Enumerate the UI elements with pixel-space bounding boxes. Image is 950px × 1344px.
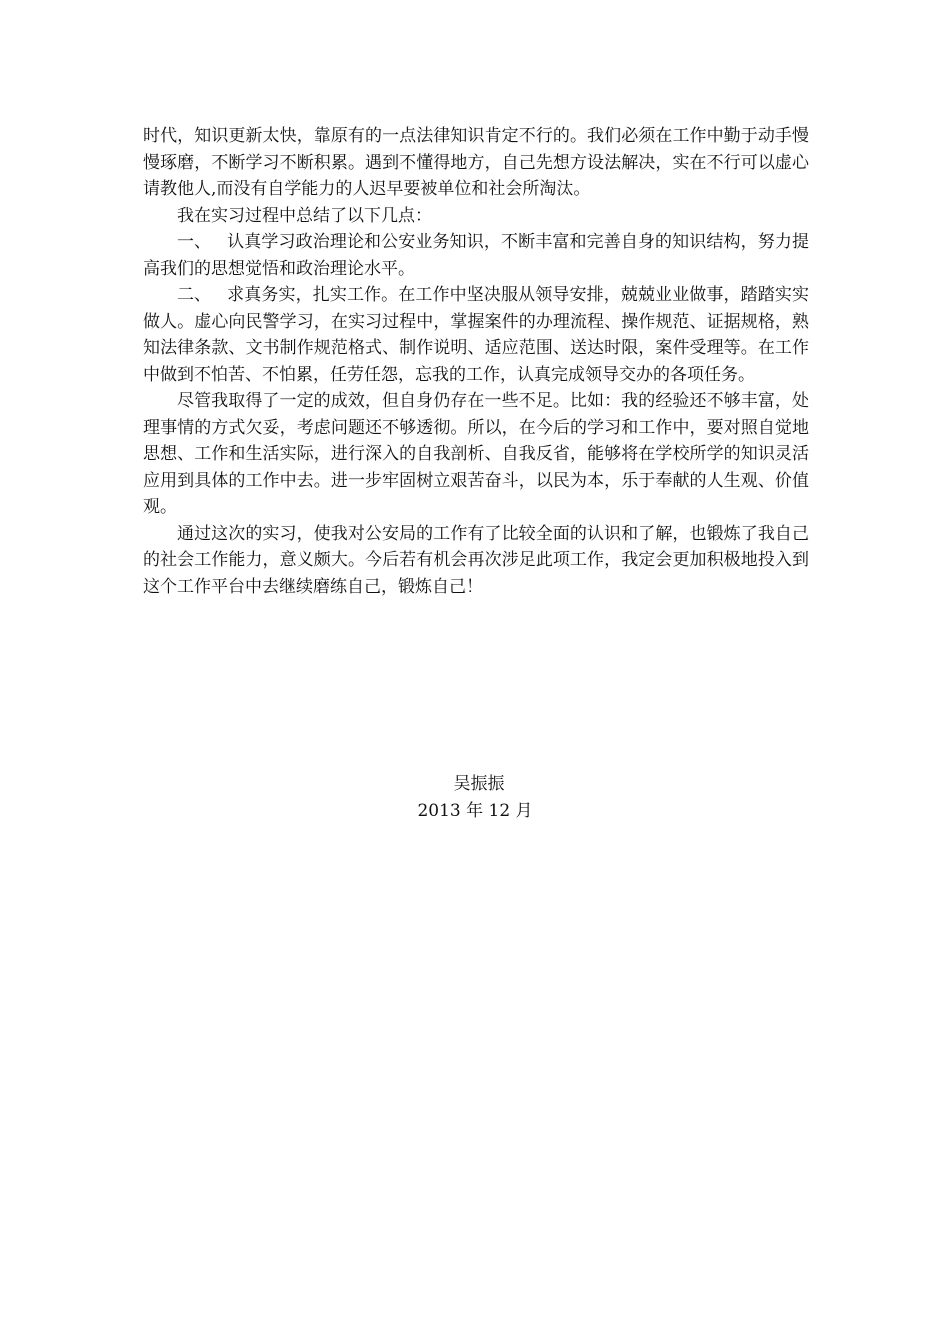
point-two-label: 二、 [177, 285, 211, 305]
signature-block [0, 771, 950, 824]
author-name: 吴振振 [453, 774, 505, 794]
point-two-text: 求真务实，扎实工作。在工作中坚决服从领导安排，兢兢业业做事，踏踏实实做人。虚心向民警学习，在实习过程中，掌握案件的办理流程、操作规范、证据规格，熟知法律条款、文书制作规范格式、制作说明、适应范围、送达时限，案件受理等。在工作中做到不怕苦、不怕累，任劳任怨，忘我的工作，认真完成领导交办的各项任务。 [143, 285, 809, 385]
paragraph-summary-intro: 我在实习过程中总结了以下几点： [177, 205, 432, 226]
point-one-text: 认真学习政治理论和公安业务知识，不断丰富和完善自身的知识结构，努力提高我们的思想觉悟和政治理论水平。 [143, 232, 809, 279]
paragraph-point-one [143, 229, 809, 282]
signature-date: 2013 年 12 月 [417, 800, 533, 821]
paragraph-continuation: 时代，知识更新太快，靠原有的一点法律知识肯定不行的。我们必须在工作中勤于动手慢慢琢磨，不断学习不断积累。遇到不懂得地方，自己先想方设法解决，实在不行可以虚心请教他人,而没有自学能力的人迟早要被单位和社会所淘汰。 [143, 126, 809, 199]
paragraph-shortcomings: 尽管我取得了一定的成效，但自身仍存在一些不足。比如：我的经验还不够丰富，处理事情的方式欠妥，考虑问题还不够透彻。所以，在今后的学习和工作中，要对照自觉地思想、工作和生活实际，进行深入的自我剖析、自我反省，能够将在学校所学的知识灵活应用到具体的工作中去。进一步牢固树立艰苦奋斗，以民为本，乐于奉献的人生观、价值观。 [143, 391, 809, 517]
document-body [143, 123, 809, 600]
paragraph-point-two [143, 282, 809, 388]
paragraph-conclusion: 通过这次的实习，使我对公安局的工作有了比较全面的认识和了解，也锻炼了我自己的社会工作能力，意义颇大。今后若有机会再次涉足此项工作，我定会更加积极地投入到这个工作平台中去继续磨练自己，锻炼自己！ [143, 523, 809, 597]
point-one-label: 一、 [177, 232, 211, 252]
